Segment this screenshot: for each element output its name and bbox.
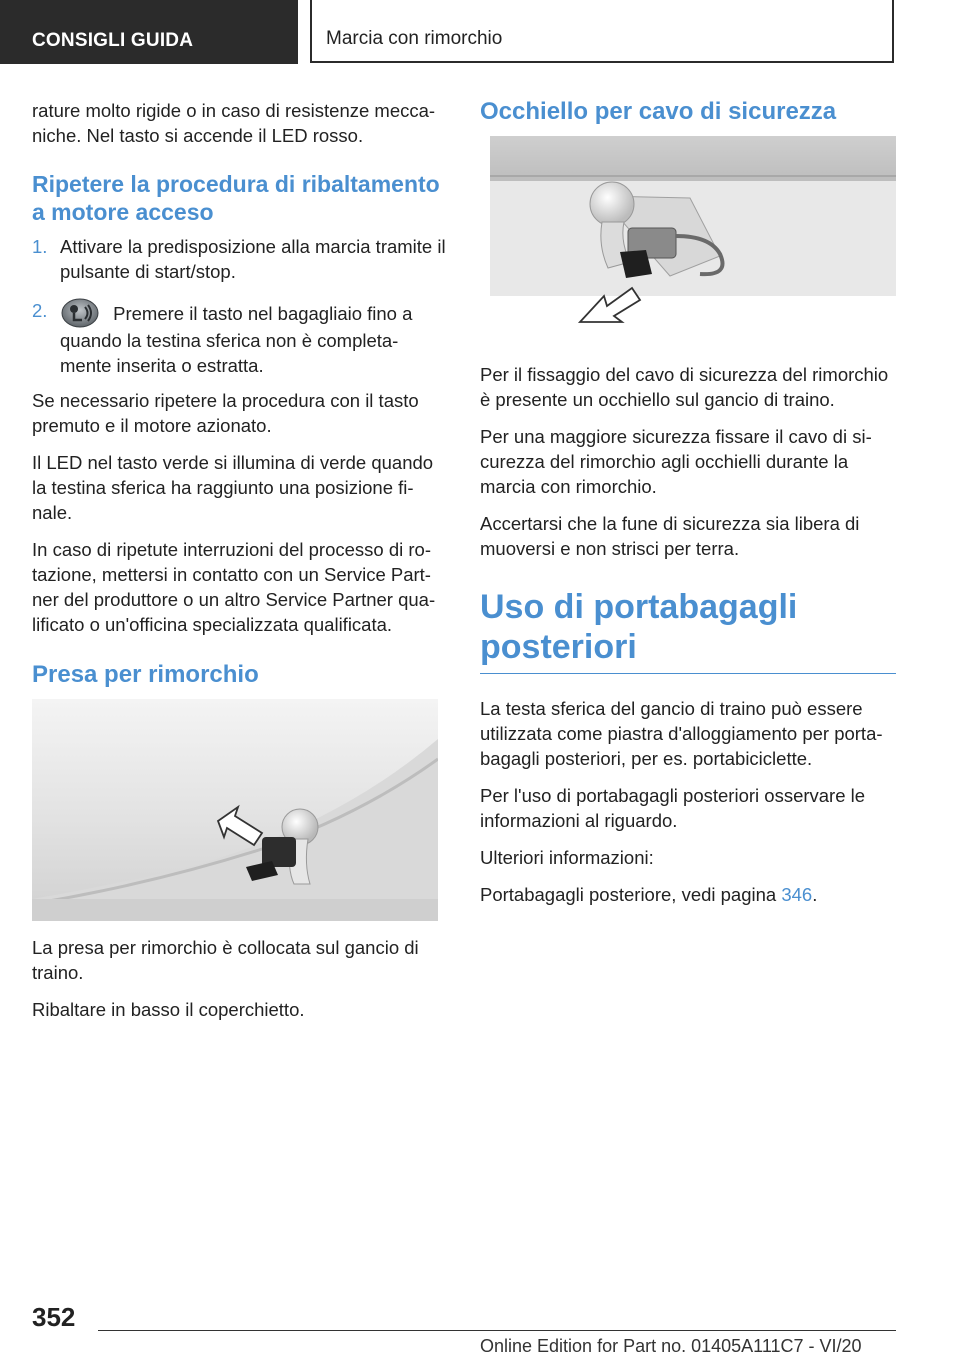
repeat-procedure-heading: Ripetere la procedura di ribaltamento a motore acceso <box>32 171 440 225</box>
step-text: Premere il tasto nel bagagliaio fino a quando la testina sferica non è completa-mente inserita o estratta. <box>60 303 413 376</box>
step-item <box>32 298 446 378</box>
eyelet-figure <box>480 136 896 346</box>
header-section-label: CONSIGLI GUIDA <box>32 30 194 51</box>
paragraph-service: In caso di ripetute interruzioni del processo di ro-tazione, mettersi in contatto con un Service Part-ner del produttore o un altro Service Partner qua-lificato o un'officina specializzata qualificata. <box>32 539 436 635</box>
socket-figure <box>32 699 438 921</box>
carrier-paragraph-info: Per l'uso di portabagagli posteriori osservare le informazioni al riguardo. <box>480 785 866 831</box>
carrier-paragraph-ball: La testa sferica del gancio di traino può essere utilizzata come piastra d'alloggiamento per porta-bagagli posteriori, per es. portabiciclette. <box>480 698 883 769</box>
footer-edition: Online Edition for Part no. 01405A111C7 - VI/20 <box>480 1336 862 1356</box>
left-column <box>32 98 446 1034</box>
page-reference-link[interactable]: 346 <box>781 884 813 905</box>
carrier-paragraph-more: Ulteriori informazioni: <box>480 847 654 868</box>
header-chapter-box <box>310 0 894 63</box>
carrier-reference <box>480 882 896 907</box>
steps-list <box>32 234 446 378</box>
page-number: 352 <box>32 1302 76 1332</box>
eyelet-heading: Occhiello per cavo di sicurezza <box>480 98 837 125</box>
carrier-heading-block <box>480 587 896 674</box>
socket-paragraph-cover: Ribaltare in basso il coperchietto. <box>32 999 305 1020</box>
step-item <box>32 234 446 284</box>
footer-rule <box>98 1330 896 1331</box>
right-column <box>480 98 896 919</box>
intro-paragraph: rature molto rigide o in caso di resistenze mecca-niche. Nel tasto si accende il LED rosso. <box>32 100 436 146</box>
carrier-reference-end: . <box>812 884 818 905</box>
step-text: Attivare la predisposizione alla marcia tramite il pulsante di start/stop. <box>60 236 446 282</box>
carrier-reference-text: Portabagagli posteriore, vedi pagina <box>480 884 782 905</box>
eyelet-paragraph-safety: Per una maggiore sicurezza fissare il cavo di si-curezza del rimorchio agli occhielli durante la marcia con rimorchio. <box>480 426 872 497</box>
paragraph-led-green: Il LED nel tasto verde si illumina di verde quando la testina sferica ha raggiunto una posizione fi-nale. <box>32 452 434 523</box>
tow-hitch-button-icon <box>60 298 100 328</box>
step-number: 2. <box>32 300 48 321</box>
carrier-heading: Uso di portabagagli posteriori <box>480 588 798 666</box>
header-chapter-label: Marcia con rimorchio <box>326 28 503 49</box>
eyelet-paragraph-purpose: Per il fissaggio del cavo di sicurezza del rimorchio è presente un occhiello sul gancio di traino. <box>480 364 889 410</box>
socket-heading: Presa per rimorchio <box>32 661 259 688</box>
header-section-tab <box>0 0 298 64</box>
step-number: 1. <box>32 236 48 257</box>
eyelet-paragraph-free: Accertarsi che la fune di sicurezza sia libera di muoversi e non strisci per terra. <box>480 513 860 559</box>
socket-paragraph-location: La presa per rimorchio è collocata sul gancio di traino. <box>32 937 419 983</box>
paragraph-repeat-note: Se necessario ripetere la procedura con il tasto premuto e il motore azionato. <box>32 390 419 436</box>
